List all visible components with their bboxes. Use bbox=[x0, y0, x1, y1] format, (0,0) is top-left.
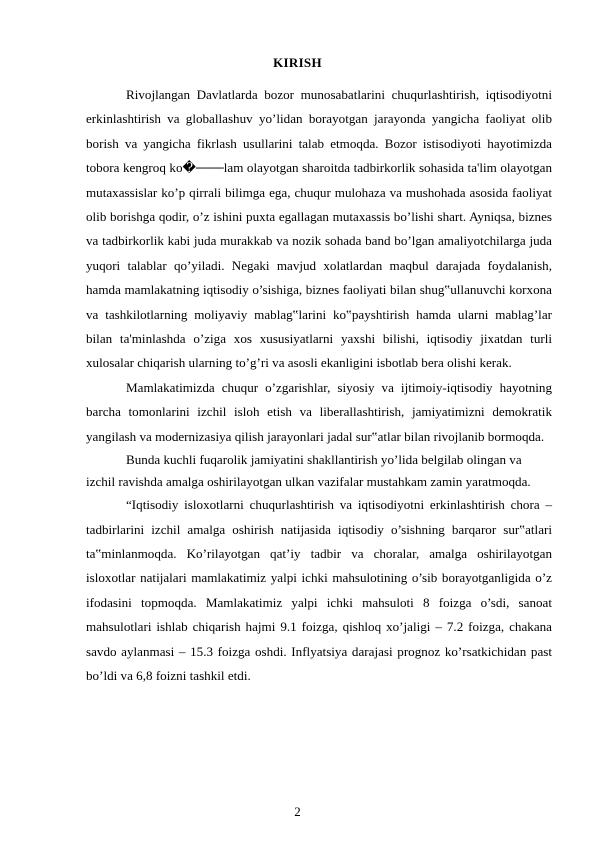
paragraph-2: Mamlakatimizda chuqur o’zgarishlar, siyosiy va ijtimoiy-iqtisodiy hayotning barcha tomonlarini izchil isloh etish va liberallashtirish, jamiyatimizni demokratik yangilash va modernizasiya qilish jarayonlari jadal sur‟atlar bilan rivojlanib bormoqda. bbox=[86, 379, 552, 444]
paragraph-1: Rivojlangan Davlatlarda bozor munosabatlarini chuqurlashtirish, iqtisodiyotni erkinlashtirish va globallashuv yo’lidan borayotgan jarayonda yangicha faoliyat olib borish va yangicha fikrlash usullarini talab etmoqda. Bozor istisodiyoti hayotimizda tobora kengroq ko�───lam olayotgan sharoitda tadbirkorlik sohasida ta'lim olayotgan mutaxassislar ko’p qirrali bilimga ega, chuqur mulohaza va mushohada asosida faoliyat olib borishga qodir, o’z ishini puxta egallagan mutaxassis bo’lishi shart. Ayniqsa, biznes va tadbirkorlik kabi juda murakkab va nozik sohada band bo’lgan amaliyotchilarga juda yuqori talablar qo’yiladi. Negaki mavjud xolatlardan maqbul darajada foydalanish, hamda mamlakatning iqtisodiy o’sishiga, biznes faoliyati bilan shug‟ullanuvchi korxona va tashkilotlarning moliyaviy mablag‟larini ko‟payshtirish hamda ularni mablag’lar bilan ta'minlashda o’ziga xos xususiyatlarni yaxshi bilishi, iqtisodiy jixatdan turli xulosalar chiqarish ularning to’g’ri va asosli ekanligini isbotlab bera olishi kerak. bbox=[86, 87, 552, 371]
paragraph-3: Bunda kuchli fuqarolik jamiyatini shakllantirish yo’lida belgilab olingan va izchil ravishda amalga oshirilayotgan ulkan vazifalar mustahkam zamin yaratmoqda. bbox=[86, 452, 531, 490]
page-number: 2 bbox=[294, 804, 301, 819]
body-text bbox=[86, 83, 552, 688]
section-title: KIRISH bbox=[273, 55, 322, 70]
paragraph-4: “Iqtisodiy isloxotlarni chuqurlashtirish va iqtisodiyotni erkinlashtirish chora – tadbirlarini izchil amalga oshirish natijasida iqtisodiy o’sishning barqaror sur‟atlari ta‟minlanmoqda. Ko’rilayotgan qat’iy tadbir va choralar, amalga oshirilayotgan isloxotlar natijalari mamlakatimiz yalpi ichki mahsulotining o’sib borayotganligida o’z ifodasini topmoqda. Mamlakatimiz yalpi ichki mahsuloti 8 foizga o’sdi, sanoat mahsulotlari ishlab chiqarish hajmi 9.1 foizga, qishloq xo’jaligi – 7.2 foizga, chakana savdo aylanmasi – 15.3 foizga oshdi. Inflyatsiya darajasi prognoz ko’rsatkichidan past bo’ldi va 6,8 foizni tashkil etdi. bbox=[86, 497, 552, 683]
